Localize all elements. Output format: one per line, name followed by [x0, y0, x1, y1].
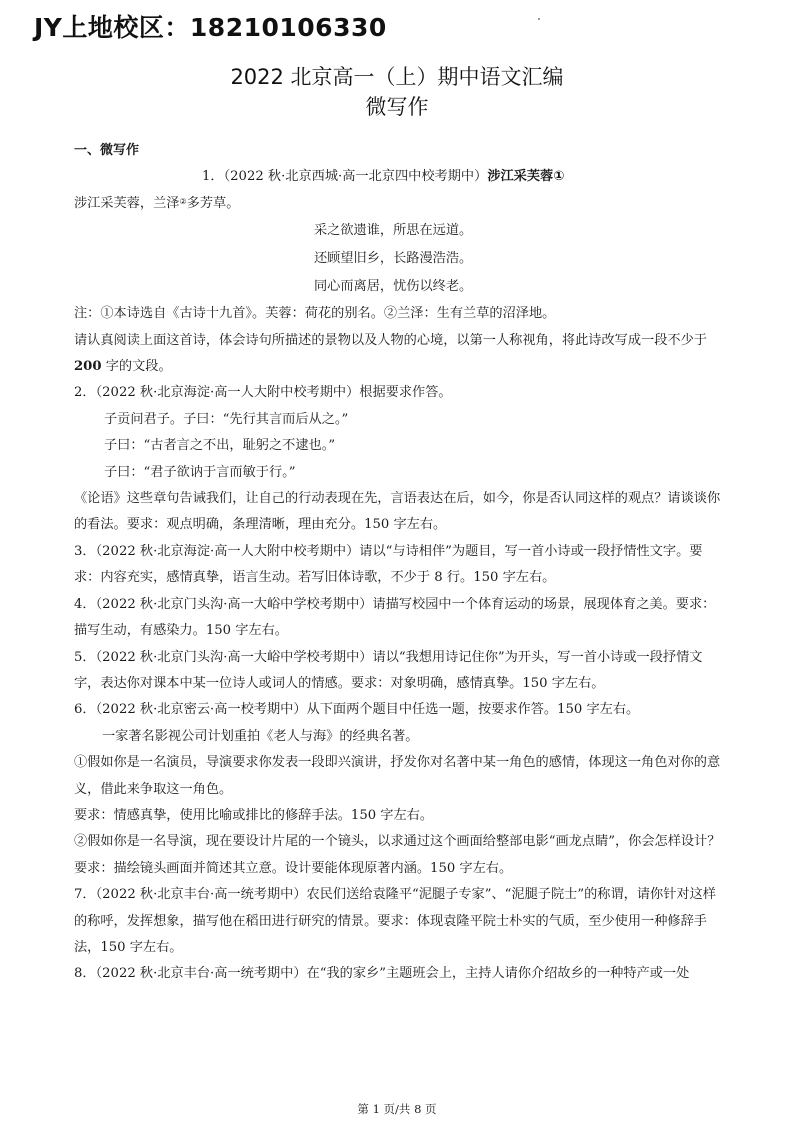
q2-quote: 子曰：“古者言之不出，耻躬之不逮也。” — [104, 438, 336, 454]
title-block — [0, 62, 794, 122]
q1-poem-line: 还顾望旧乡，长路漫浩浩。 — [314, 251, 473, 267]
q1-poem-line: 采之欲遗谁，所思在远道。 — [314, 223, 473, 239]
page-footer: 第 1 页/共 8 页 — [357, 1102, 437, 1116]
q1-poem-first-line — [74, 191, 722, 217]
page-title: 2022 北京高一（上）期中语文汇编 — [230, 65, 564, 89]
page-subtitle: 微写作 — [365, 95, 429, 119]
q1-poem-title: 涉江采芙蓉① — [487, 169, 565, 185]
q6-intro: 一家著名影视公司计划重拍《老人与海》的经典名著。 — [102, 728, 419, 744]
q1-task-a: 请认真阅读上面这首诗，体会诗句所描述的景物以及人物的心境，以第一人称视角，将此诗改写成一段不少于 — [74, 332, 707, 348]
q2-quote: 子曰：“君子欲讷于言而敏于行。” — [104, 464, 296, 480]
question-5: 5．（2022 秋·北京门头沟·高一大峪中学校考期中）请以“我想用诗记住你”为开头，写一首小诗或一段抒情文字，表达你对课本中某一位诗人或词人的情感。要求：对象明确，感情真挚。150 字左右。 — [74, 649, 703, 691]
q1-task-num: 200 — [74, 359, 102, 375]
q6-requirement-1: 要求：情感真挚，使用比喻或排比的修辞手法。150 字左右。 — [74, 807, 434, 823]
q1-prefix: 1．（2022 秋·北京西城·高一北京四中校考期中） — [202, 169, 488, 185]
q1-line1-b: 多芳草。 — [186, 195, 240, 211]
q1-task-b: 字的文段。 — [101, 359, 172, 375]
q1-task — [74, 328, 722, 381]
document-body — [74, 138, 722, 988]
q6-option-1: ①假如你是一名演员，导演要求你发表一段即兴演讲，抒发你对名著中某一角色的感情，体现这一角色对你的意义，借此来争取这一角色。 — [74, 755, 721, 797]
q2-task: 《论语》这些章句告诫我们，让自己的行动表现在先，言语表达在后，如今，你是否认同这样的观点？请谈谈你的看法。要求：观点明确，条理清晰，理由充分。150 字左右。 — [74, 491, 721, 533]
section-heading: 一、微写作 — [74, 143, 140, 158]
question-2-heading: 2．（2022 秋·北京海淀·高一人大附中校考期中）根据要求作答。 — [74, 385, 452, 401]
question-3: 3．（2022 秋·北京海淀·高一人大附中校考期中）请以“与诗相伴”为题目，写一首小诗或一段抒情性文字。要求：内容充实，感情真挚，语言生动。若写旧体诗歌，不少于 8 行。150 字左右。 — [74, 543, 703, 586]
q2-quote: 子贡问君子。子曰：“先行其言而后从之。” — [104, 411, 349, 427]
scan-dot — [538, 18, 540, 20]
q1-poem-line: 同心而离居，忧伤以终老。 — [314, 279, 473, 295]
q1-line1-a: 涉江采芙蓉，兰泽 — [74, 195, 180, 211]
question-8: 8．（2022 秋·北京丰台·高一统考期中）在“我的家乡”主题班会上，主持人请你介绍故乡的一种特产或一处 — [74, 966, 690, 982]
question-4: 4．（2022 秋·北京门头沟·高一大峪中学校考期中）请描写校园中一个体育运动的场景，展现体育之美。要求：描写生动，有感染力。150 字左右。 — [74, 596, 716, 639]
q1-note: 注：①本诗选自《古诗十九首》。芙蓉：荷花的别名。②兰泽：生有兰草的沼泽地。 — [74, 306, 556, 322]
q6-option-2: ②假如你是一名导演，现在要设计片尾的一个镜头，以求通过这个画面给整部电影“画龙点睛”，你会怎样设计？ — [74, 834, 721, 850]
q1-line1-sup: ② — [179, 196, 187, 206]
question-6-heading: 6．（2022 秋·北京密云·高一校考期中）从下面两个题目中任选一题，按要求作答。150 字左右。 — [74, 702, 640, 718]
header-contact: JY上地校区：18210106330 — [34, 13, 387, 42]
q6-requirement-2: 要求：描绘镜头画面并简述其立意。设计要能体现原著内涵。150 字左右。 — [74, 860, 513, 876]
question-1-heading — [74, 164, 722, 190]
question-7: 7．（2022 秋·北京丰台·高一统考期中）农民们送给袁隆平“泥腿子专家”、“泥腿子院士”的称谓，请你针对这样的称呼，发挥想象，描写他在稻田进行研究的情景。要求：体现袁隆平院士朴实的气质，至少使用一种修辞手法，150 字左右。 — [74, 887, 716, 955]
